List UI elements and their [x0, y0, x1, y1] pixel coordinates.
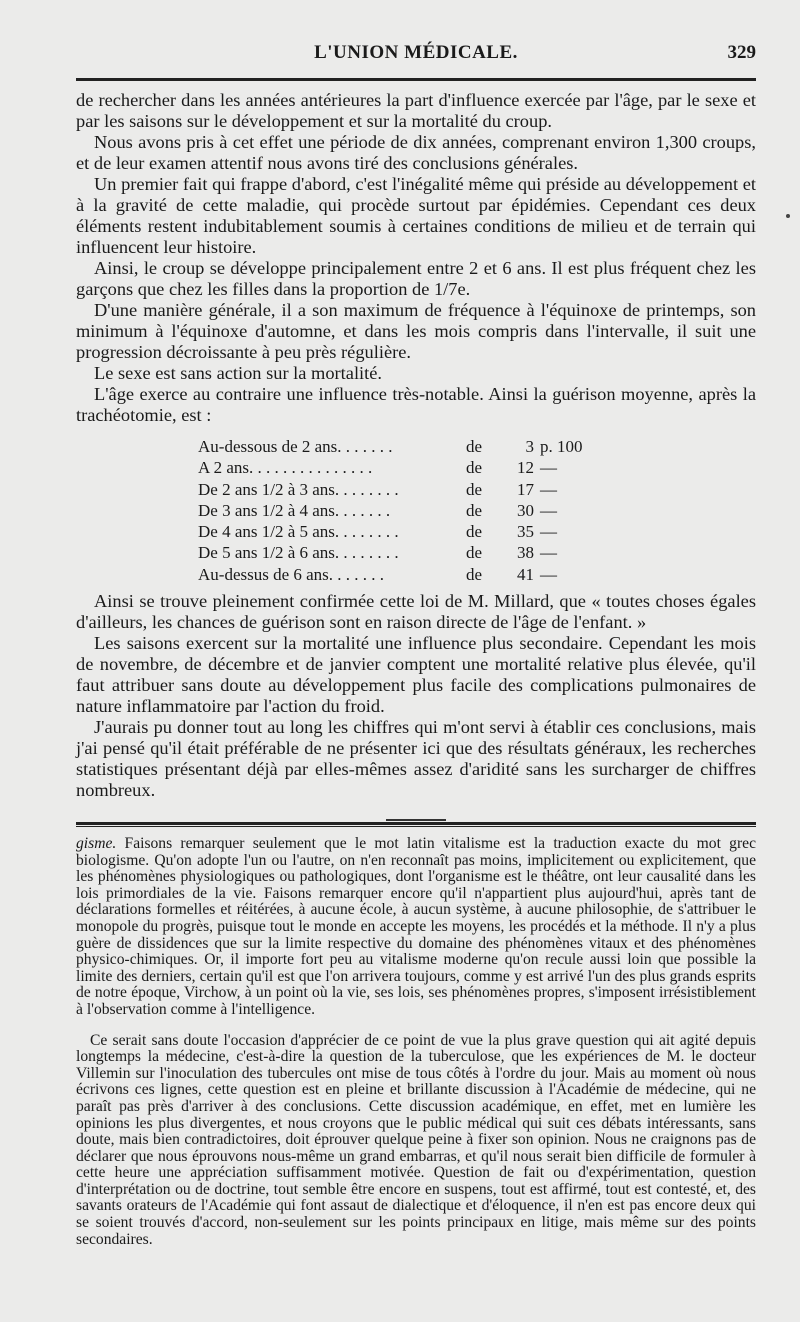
row-label: De 3 ans 1/2 à 4 ans. . . . . . .: [198, 500, 391, 520]
row-label: Au-dessous de 2 ans. . . . . . .: [198, 437, 393, 456]
paragraph: Ainsi se trouve pleinement confirmée cette loi de M. Millard, que « toutes choses égales d'ailleurs, les chances de guérison sont en raison directe de l'âge de l'enfant. »: [76, 591, 756, 633]
paragraph: D'une manière générale, il a son maximum de fréquence à l'équinoxe de printemps, son minimum à l'équinoxe d'automne, et dans les mois compris dans l'intervalle, il suit une progression décroissante à peu près régulière.: [76, 300, 756, 362]
row-value: 35: [517, 522, 534, 542]
row-de: de: [466, 522, 483, 542]
row-unit: —: [540, 458, 557, 478]
table-row: [198, 479, 584, 500]
paragraph: J'aurais pu donner tout au long les chiffres qui m'ont servi à établir ces conclusions, mais j'ai pensé qu'il était préférable de ne présenter ici que des résultats généraux, les recherches statistiques présentant déjà par elles-mêmes assez d'aridité sans les surcharger de chiffres nombreux.: [76, 717, 756, 801]
row-label: De 5 ans 1/2 à 6 ans. . . . . . . .: [198, 543, 399, 563]
paragraph: de rechercher dans les années antérieures la part d'influence exercée par l'âge, par le sexe et par les saisons sur le développement et sur la mortalité du croup.: [76, 90, 756, 131]
row-value: 41: [517, 564, 534, 584]
footnote-body: Faisons remarquer seulement que le mot latin vitalisme est la traduction exacte du mot grec biologisme. Qu'on adopte l'un ou l'autre, on n'en reconnaît pas moins, implicitement ou explicitement, que les phénomènes physiologiques ou pathologiques, dont l'organisme est le théâtre, ont leur causalité dans les lois primordiales de la vie. Faisons remarquer encore qu'il n'appartient plus aujourd'hui, après tant de déclarations formelles et réitérées, à aucune école, à aucun système, à aucune philosophie, de s'attribuer le monopole du progrès, puisque tout le monde en accepte les moyens, les procédés et la méthode. Il n'y a plus guère de dissidences que sur la limite respective du domaine des phénomènes vitaux et des phénomènes physico-chimiques. Or, il importe fort peu au vitalisme moderne qu'on recule aussi loin que possible la limite des derniers, certain qu'il est que l'on arrivera toujours, comme y est arrivé l'un des plus grands esprits de notre époque, Virchow, à un point où la vie, ses lois, ses phénomènes propres, s'imposent irrésistiblement à l'observation comme à l'intelligence.: [76, 835, 756, 1018]
row-value: 30: [517, 500, 534, 520]
paragraph: Ainsi, le croup se développe principalement entre 2 et 6 ans. Il est plus fréquent chez les garçons que chez les filles dans la proportion de 1/7e.: [76, 258, 756, 299]
row-value: 38: [517, 543, 534, 563]
row-label: Au-dessus de 6 ans. . . . . . .: [198, 564, 385, 584]
row-label: De 2 ans 1/2 à 3 ans. . . . . . . .: [198, 479, 399, 499]
row-unit: p. 100: [540, 437, 583, 456]
footnote-2: Ce serait sans doute l'occasion d'apprécier de ce point de vue la plus grave question qui ait agité depuis longtemps la médecine, c'est-à-dire la question de la tuberculose, que les expériences de M. le docteur Villemin sur l'inoculation des tubercules ont mise de tous côtés à l'ordre du jour. Mais au moment où nous écrivons ces lignes, cette question est en pleine et brillante discussion à l'Académie de médecine, qui ne paraît pas près d'arriver à des conclusions. Cette discussion académique, en effet, met en lumière les opinions les plus divergentes, et nous croyons que le public médical qui suit ces débats intéressants, sans doute, mais bien contradictoires, doit éprouver quelque peine à fixer son opinion. Nous ne craignons pas de déclarer que nous éprouvons nous-même un grand embarras, et qu'il nous serait bien difficile de formuler à cette heure une appréciation suffisamment motivée. Question de fait ou d'expérimentation, question d'interprétation ou de doctrine, tout semble être encore en suspens, tout est affirmé, tout est contesté, et, des savants orateurs de l'Académie qui font assaut de dialectique et d'éloquence, il n'en est pas encore deux qui se soient trouvés d'accord, non-seulement sur les points principaux en litige, mais même sur des points secondaires.: [76, 1031, 756, 1248]
row-de: de: [466, 437, 483, 456]
table-row: [198, 542, 584, 563]
row-value: 17: [517, 479, 534, 499]
row-unit: —: [540, 522, 557, 542]
row-de: de: [466, 500, 483, 520]
page-header: [76, 0, 756, 63]
row-unit: —: [540, 479, 557, 499]
running-head: L'UNION MÉDICALE.: [314, 42, 518, 63]
table-row: [198, 521, 584, 542]
main-text: [76, 90, 756, 821]
row-unit: —: [540, 564, 557, 584]
survival-table: [198, 436, 584, 585]
page-number: 329: [727, 42, 756, 63]
row-de: de: [466, 543, 483, 563]
header-rule: [76, 78, 756, 81]
footnote-lead: gisme.: [76, 835, 117, 852]
section-separator: [386, 819, 446, 821]
row-label: De 4 ans 1/2 à 5 ans. . . . . . . .: [198, 522, 399, 542]
row-label: A 2 ans. . . . . . . . . . . . . . .: [198, 458, 373, 478]
footnotes: [76, 836, 756, 1248]
row-de: de: [466, 564, 483, 584]
margin-mark: [786, 214, 790, 218]
row-de: de: [466, 479, 483, 499]
footnote-rule: [76, 822, 756, 827]
row-unit: —: [540, 500, 557, 520]
row-unit: —: [540, 543, 557, 563]
table-row: [198, 500, 584, 521]
row-value: 3: [525, 437, 534, 456]
row-value: 12: [517, 458, 534, 478]
paragraph: Les saisons exercent sur la mortalité une influence plus secondaire. Cependant les mois de novembre, de décembre et de janvier comptent une mortalité relative plus élevée, qu'il faut attribuer sans doute au développement plus facile des complications pulmonaires de nature inflammatoire par l'action du froid.: [76, 633, 756, 717]
paragraph: Nous avons pris à cet effet une période de dix années, comprenant environ 1,300 croups, et de leur examen attentif nous avons tiré des conclusions générales.: [76, 132, 756, 173]
row-de: de: [466, 458, 483, 478]
table-row: [198, 436, 584, 457]
footnote-1: [76, 836, 756, 1019]
paragraph: L'âge exerce au contraire une influence très-notable. Ainsi la guérison moyenne, après la trachéotomie, est :: [76, 384, 756, 425]
table-row: [198, 564, 584, 585]
paragraph: Un premier fait qui frappe d'abord, c'est l'inégalité même qui préside au développement et à la gravité de cette maladie, qui procède surtout par épidémies. Cependant ces deux éléments restent indubitablement soumis à certaines conditions de milieu et de terrain qui influencent leur histoire.: [76, 174, 756, 257]
paragraph: Le sexe est sans action sur la mortalité.: [94, 363, 383, 383]
table-row: [198, 457, 584, 478]
